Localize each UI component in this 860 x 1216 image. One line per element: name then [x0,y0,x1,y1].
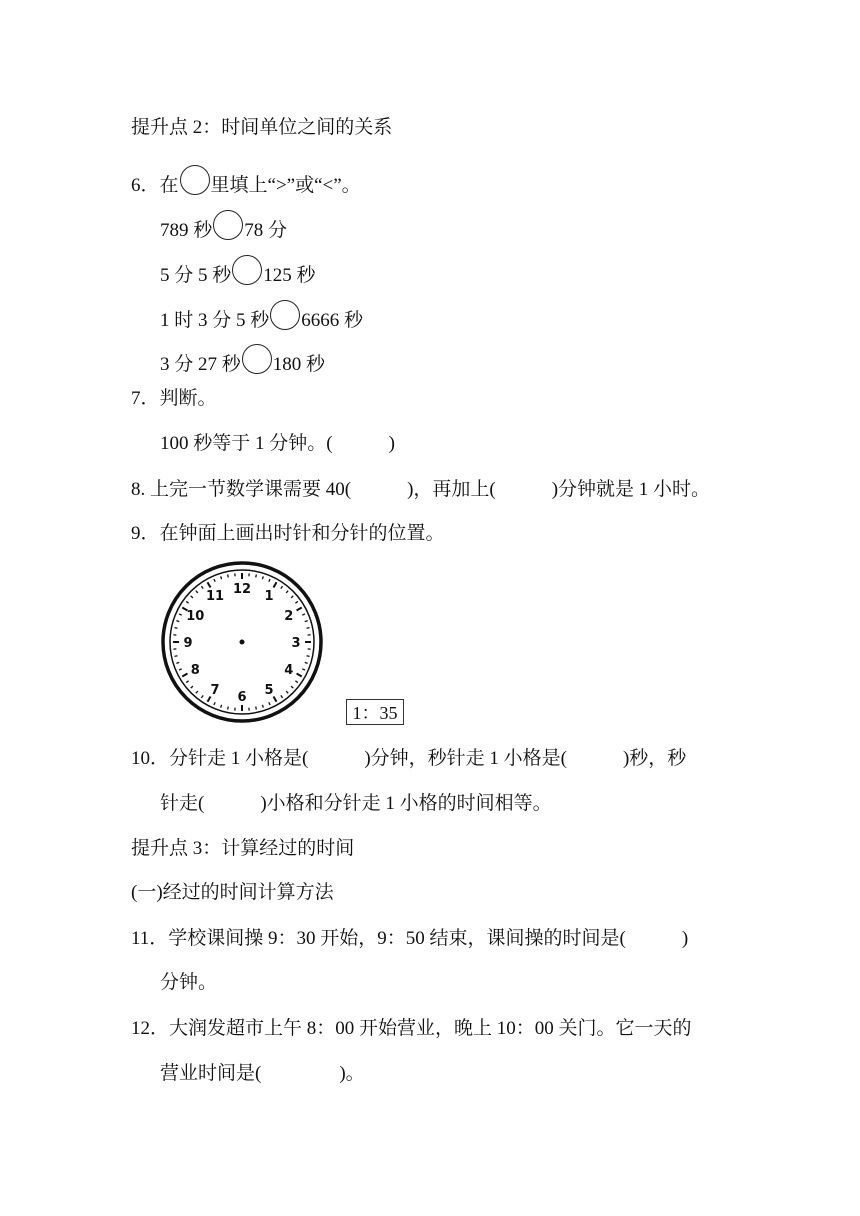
clock-hour-tick [274,582,277,587]
q10-part3: )秒，秒 [622,748,687,769]
clock-minute-tick [176,621,179,622]
question-12-line2 [160,1062,365,1086]
clock-minute-tick [196,691,198,693]
clock-minute-tick [191,596,193,598]
clock-number: 1 [264,589,274,605]
compare-left: 5 分 5 秒 [160,265,232,286]
clock-number: 3 [291,636,301,651]
clock-number: 4 [284,663,294,678]
answer-circle[interactable] [232,255,262,285]
clock-minute-tick [291,686,293,688]
question-8 [131,478,710,502]
question-12: 12．大润发超市上午 8：00 开始营业，晚上 10：00 关门。它一天的 [131,1018,692,1039]
compare-right: 125 秒 [263,265,316,286]
clock-minute-tick [186,681,188,683]
clock-minute-tick [256,575,257,578]
clock-number: 11 [205,589,225,605]
answer-circle[interactable] [242,344,272,374]
clock-minute-tick [186,601,188,603]
clock-minute-tick [175,656,178,657]
compare-row [160,344,325,377]
compare-left: 1 时 3 分 5 秒 [160,310,270,331]
clock-minute-tick [196,591,198,593]
clock-minute-tick [269,702,270,705]
question-10-line2 [160,792,552,816]
q8-part2: )，再加上( [407,479,496,500]
clock-minute-tick [295,681,297,683]
clock-minute-tick [176,662,179,663]
question-11 [131,927,688,951]
clock-minute-tick [221,705,222,708]
clock-hour-tick [274,697,277,702]
question-7-title: 7．判断。 [131,388,217,409]
clock-hour-tick [297,674,302,677]
clock-minute-tick [305,621,308,622]
clock-minute-tick [191,686,193,688]
clock-minute-tick [201,695,203,697]
clock-minute-tick [302,669,305,670]
q8-part1: 8. 上完一节数学课需要 40( [131,479,352,500]
compare-row [160,255,316,288]
clock-minute-tick [228,707,229,710]
clock-minute-tick [179,669,182,670]
clock-minute-tick [307,628,310,629]
statement-text: 100 秒等于 1 分钟。( [160,433,333,454]
close-paren: ) [388,433,395,454]
compare-right: 180 秒 [272,354,326,375]
compare-left: 3 分 27 秒 [160,354,241,375]
clock-number: 10 [186,609,205,624]
q10-part1: 10．分针走 1 小格是( [131,748,309,769]
clock-minute-tick [201,586,203,588]
answer-circle[interactable] [270,300,300,330]
clock-face[interactable] [160,560,324,724]
clock-minute-tick [291,596,293,598]
clock-hour-tick [297,608,302,611]
question-11-line2: 分钟。 [160,972,218,993]
clock-number: 2 [284,609,294,624]
time-label: 1：35 [346,699,404,725]
question-9-title: 9．在钟面上画出时针和分针的位置。 [131,523,445,544]
answer-circle[interactable] [180,165,210,195]
question-6-prefix: 6．在 [131,175,179,196]
clock-number: 8 [190,663,200,678]
clock-minute-tick [175,628,178,629]
q12-line2b: )。 [339,1063,365,1084]
clock-number: 6 [237,690,247,705]
clock-number: 5 [264,682,274,698]
question-6-suffix: 里填上“>”或“<”。 [210,175,361,196]
clock-minute-tick [302,614,305,615]
question-7-statement [160,432,395,456]
compare-right: 78 分 [244,220,288,241]
compare-row [160,300,363,333]
clock-minute-tick [286,691,288,693]
clock-minute-tick [221,576,222,579]
clock-minute-tick [214,579,215,582]
section-title: 提升点 2：时间单位之间的关系 [131,117,393,138]
subsection-title: (一)经过的时间计算方法 [131,882,334,903]
clock-number: 7 [210,682,220,698]
compare-left: 789 秒 [160,220,213,241]
clock-minute-tick [307,656,310,657]
clock-minute-tick [262,705,263,708]
question-6 [131,165,361,198]
clock-minute-tick [305,662,308,663]
clock-minute-tick [256,707,257,710]
clock-hour-tick [182,674,187,677]
q10-line2a: 针走( [160,793,205,814]
clock-minute-tick [286,591,288,593]
clock-number: 12 [232,582,252,597]
q10-part2: )分钟，秒针走 1 小格是( [364,748,567,769]
q10-line2b: )小格和分针走 1 小格的时间相等。 [260,793,552,814]
compare-row [160,210,287,243]
answer-circle[interactable] [213,210,243,240]
clock-minute-tick [269,579,270,582]
question-10 [131,747,686,771]
clock-minute-tick [179,614,182,615]
compare-right: 6666 秒 [301,310,364,331]
clock-minute-tick [281,695,283,697]
q12-line2a: 营业时间是( [160,1063,262,1084]
clock-minute-tick [281,586,283,588]
clock-minute-tick [214,702,215,705]
clock-hour-tick [208,582,211,587]
clock-minute-tick [228,575,229,578]
clock-center-dot [240,640,245,645]
section-title: 提升点 3：计算经过的时间 [131,838,355,859]
clock-number: 9 [183,636,193,651]
clock-minute-tick [295,601,297,603]
clock-minute-tick [262,576,263,579]
q11-line1a: 11．学校课间操 9：30 开始，9：50 结束，课间操的时间是( [131,928,626,949]
q8-part3: )分钟就是 1 小时。 [551,479,711,500]
q11-line1b: ) [681,928,689,949]
